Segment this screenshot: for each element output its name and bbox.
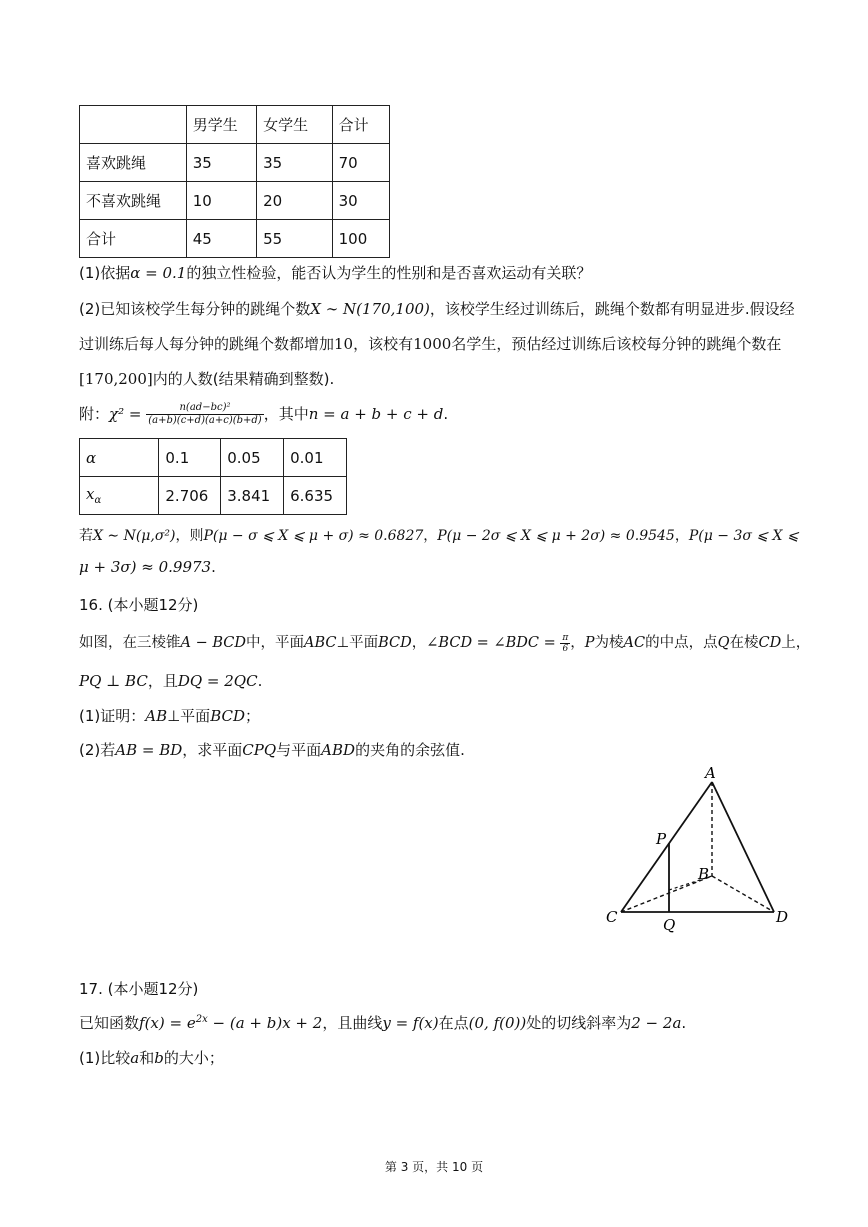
table-cell: 10: [186, 182, 256, 220]
q17-part1: (1)比较a和b的大小；: [79, 1049, 224, 1067]
table-row: [80, 220, 390, 258]
table-row: [80, 182, 390, 220]
label-c: C: [606, 908, 618, 926]
table-cell: 20: [257, 182, 332, 220]
table-cell: α: [80, 439, 159, 477]
normal-note-line1: 若X ∼ N(μ,σ²)，则P(μ − σ ⩽ X ⩽ μ + σ) ≈ 0.6827，P(μ − 2σ ⩽ X ⩽ μ + 2σ) ≈ 0.9545，P(μ − 3σ ⩽ X ⩽: [79, 528, 799, 544]
table-header-cell: 合计: [332, 106, 389, 144]
q15-part1: (1)依据α = 0.1的独立性检验，能否认为学生的性别和是否喜欢运动有关联？: [79, 264, 592, 282]
table-row: [80, 477, 347, 515]
label-b: B: [698, 865, 710, 883]
table-cell: 55: [257, 220, 332, 258]
q15-part2-line3: [170,200]内的人数(结果精确到整数).: [79, 370, 335, 388]
pi-over-six: $\frac{\pi}{6}$: [562, 632, 569, 654]
table-header-cell: 男学生: [186, 106, 256, 144]
label-q: Q: [663, 916, 676, 934]
q16-statement-line1: 如图，在三棱锥A − BCD中，平面ABC⊥平面BCD，∠BCD = ∠BDC = $\frac{\pi}{6}$ ，P为棱AC的中点，点Q在棱CD上，: [79, 632, 811, 654]
table-cell: 70: [332, 144, 389, 182]
page-footer: 第 3 页，共 10 页: [384, 1160, 484, 1174]
critical-value-table: [79, 438, 347, 515]
table-cell: 35: [186, 144, 256, 182]
label-d: D: [776, 908, 789, 926]
q16-statement-line2: PQ ⊥ BC，且DQ = 2QC.: [79, 672, 263, 690]
table-cell: 0.05: [221, 439, 284, 477]
table-cell: 3.841: [221, 477, 284, 515]
q16-part1: (1)证明：AB⊥平面BCD；: [79, 707, 261, 725]
table-header-cell: 女学生: [257, 106, 332, 144]
q17-title: 17. (本小题12分): [79, 980, 199, 998]
edge-ac: [621, 782, 712, 912]
contingency-table: [79, 105, 390, 258]
normal-note-line2: μ + 3σ) ≈ 0.9973.: [79, 558, 216, 576]
table-cell: 不喜欢跳绳: [80, 182, 187, 220]
table-cell: 100: [332, 220, 389, 258]
table-cell: 合计: [80, 220, 187, 258]
table-row: [80, 439, 347, 477]
table-cell: 2.706: [159, 477, 221, 515]
edge-ad: [712, 782, 774, 912]
table-cell: 45: [186, 220, 256, 258]
q15-part2-line2: 过训练后每人每分钟的跳绳个数都增加10，该校有1000名学生，预估经过训练后该校每分钟的跳绳个数在: [79, 335, 782, 353]
tetrahedron-diagram: [600, 760, 800, 940]
q17-statement: 已知函数$f(x) = e^{2x} - (a + b)x + 2$，且曲线y = f(x)在点(0, f(0))处的切线斜率为2 − 2a.: [79, 1014, 687, 1032]
label-a: A: [705, 764, 716, 782]
chi-square-fraction: $\frac{\text{n(ad−bc)²}}{(a+b)(c+d)(a+c)(b+d)}$: [148, 402, 262, 426]
table-header-cell: [80, 106, 187, 144]
q15-part2-line1: (2)已知该校学生每分钟的跳绳个数X ∼ N(170,100)，该校学生经过训练后，跳绳个数都有明显进步.假设经: [79, 300, 795, 318]
table-cell: 35: [257, 144, 332, 182]
chi-square-formula: 附：χ² = $\frac{\text{n(ad−bc)²}}{(a+b)(c+d)(a+c)(b+d)}$ ，其中n = a + b + c + d.: [79, 402, 449, 426]
q16-part2: (2)若AB = BD，求平面CPQ与平面ABD的夹角的余弦值.: [79, 741, 465, 759]
table-cell: 0.1: [159, 439, 221, 477]
table-cell: 喜欢跳绳: [80, 144, 187, 182]
table-cell: $x_\alpha$: [80, 477, 159, 515]
table-cell: 0.01: [284, 439, 347, 477]
label-p: P: [656, 830, 667, 848]
table-cell: 6.635: [284, 477, 347, 515]
table-row: [80, 144, 390, 182]
q16-title: 16. (本小题12分): [79, 596, 199, 614]
table-cell: 30: [332, 182, 389, 220]
